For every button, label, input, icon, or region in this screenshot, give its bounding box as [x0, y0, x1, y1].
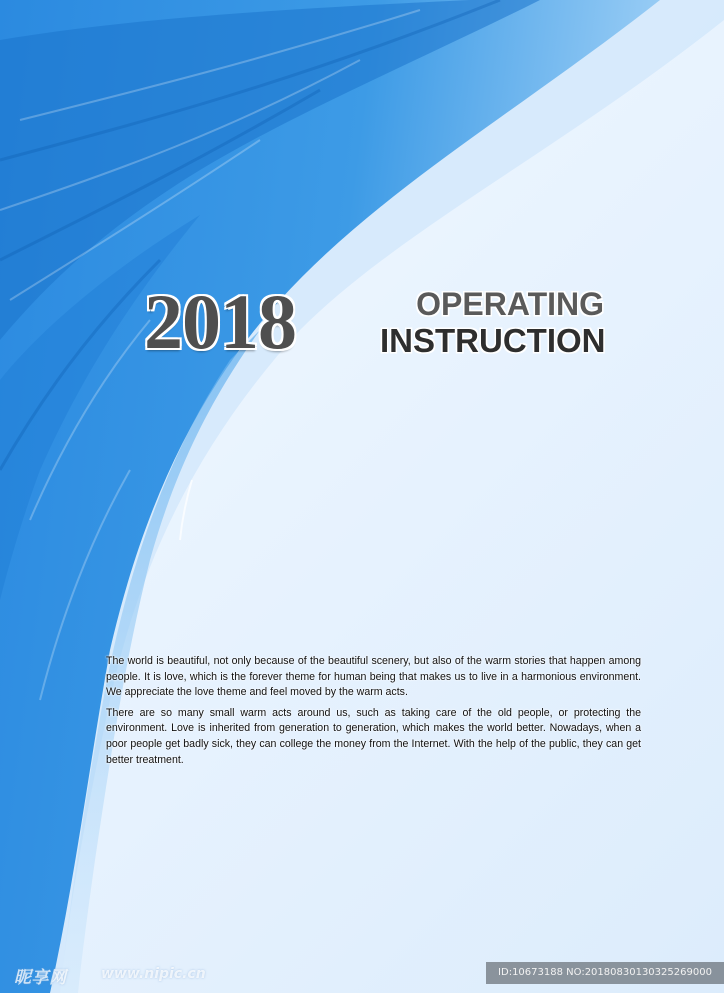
cover-title-line2: INSTRUCTION [380, 322, 606, 359]
image-id-strip: ID:10673188 NO:20180830130325269000 [486, 962, 724, 984]
cover-title-line1: OPERATING [416, 286, 604, 322]
body-text [106, 654, 641, 773]
cover-title [380, 286, 604, 360]
cover-year: 2018 [144, 278, 296, 365]
watermark-logo: 昵享网 [14, 968, 67, 988]
body-paragraph: The world is beautiful, not only because of the beautiful scenery, but also of the warm stories that happen among people. It is love, which is the forever theme for human being that makes us to live in a harmonious environment. We appreciate the love theme and feel moved by the warm acts. [106, 655, 641, 699]
body-paragraph: There are so many small warm acts around us, such as taking care of the old people, or protecting the environment. Love is inherited from generation to generation, which makes the world better. Nowadays, when a poor people get badly sick, they can college the money from the Internet. With the help of the public, they can get better treatment. [106, 706, 641, 766]
watermark-url: www.nipic.cn [101, 966, 206, 982]
